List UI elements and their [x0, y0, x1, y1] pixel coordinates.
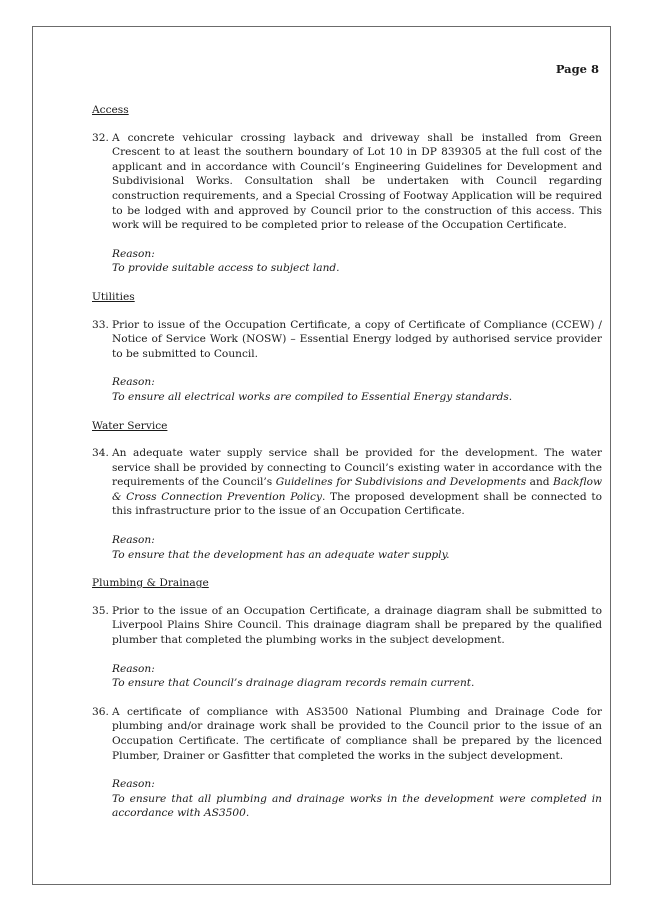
- reason-block-35: [92, 662, 602, 691]
- item-text: A concrete vehicular crossing layback and driveway shall be installed from Green Crescent to at least the southern boundary of Lot 10 in DP 839305 at the full cost of the applicant and in accordance with Council’s Engineering Guidelines for Development and Subdivisional Works. Consultation shall be undertaken with Council regarding construction requirements, and a Special Crossing of Footway Application will be required to be lodged with and approved by Council prior to the construction of this access. This work will be required to be completed prior to release of the Occupation Certificate.: [112, 131, 602, 232]
- guidelines-title: Guidelines for Subdivisions and Developments: [275, 476, 527, 489]
- reason-block-33: [92, 375, 602, 404]
- reason-text: To ensure that Council’s drainage diagram records remain current.: [112, 677, 475, 690]
- reason-label: Reason:: [112, 778, 155, 791]
- reason-label: Reason:: [112, 662, 155, 675]
- condition-item-35: [92, 604, 602, 648]
- reason-text: To ensure that the development has an adequate water supply.: [112, 548, 450, 561]
- reason-text: To provide suitable access to subject land.: [112, 262, 340, 275]
- reason-block-32: [92, 247, 602, 276]
- section-heading-access: Access: [92, 104, 129, 116]
- item-text-part: and: [526, 476, 554, 489]
- item-text: Prior to the issue of an Occupation Certificate, a drainage diagram shall be submitted to Liverpool Plains Shire Council. This drainage diagram shall be prepared by the qualified plumber that completed the plumbing works in the subject development.: [112, 604, 602, 647]
- document-body: [92, 103, 602, 835]
- item-number: 34.: [92, 447, 109, 460]
- item-text: Prior to issue of the Occupation Certificate, a copy of Certificate of Compliance (CCEW) / Notice of Service Work (NOSW) – Essential Energy lodged by authorised service provider to be submitted to Council.: [112, 318, 602, 360]
- page-number: Page 8: [555, 62, 599, 76]
- reason-label: Reason:: [112, 534, 155, 547]
- condition-item-34: [92, 446, 602, 519]
- item-number: 36.: [92, 705, 109, 718]
- section-heading-plumbing-drainage: Plumbing & Drainage: [92, 577, 209, 590]
- item-text: A certificate of compliance with AS3500 National Plumbing and Drainage Code for plumbing and/or drainage work shall be provided to the Council prior to the issue of an Occupation Certificate. The certificate of compliance shall be prepared by the licenced Plumber, Drainer or Gasfitter that completed the works in the subject development.: [112, 705, 602, 762]
- reason-label: Reason:: [112, 376, 155, 389]
- section-heading-utilities: Utilities: [92, 290, 135, 303]
- condition-item-32: [92, 131, 602, 233]
- item-number: 33.: [92, 318, 109, 331]
- item-number: 32.: [92, 131, 109, 144]
- condition-item-36: [92, 705, 602, 763]
- reason-block-36: [92, 777, 602, 821]
- item-text-part: An adequate water supply service shall be provided for the development. The water service shall be provided by connecting to Council’s existing water in accordance with the requirements of the Council’s: [112, 447, 602, 489]
- backflow-policy-title: Backflow & Cross Connection Prevention Policy: [112, 476, 603, 503]
- reason-label: Reason:: [112, 247, 155, 260]
- reason-block-34: [92, 533, 602, 562]
- reason-text: To ensure that all plumbing and drainage works in the development were completed in accordance with AS3500.: [112, 792, 602, 820]
- item-text-part: . The proposed development shall be connected to this infrastructure prior to the issue of an Occupation Certificate.: [112, 490, 602, 518]
- reason-text: To ensure all electrical works are compiled to Essential Energy standards.: [112, 390, 513, 403]
- condition-item-33: [92, 318, 602, 362]
- item-number: 35.: [92, 604, 109, 617]
- section-heading-water-service: Water Service: [92, 419, 168, 432]
